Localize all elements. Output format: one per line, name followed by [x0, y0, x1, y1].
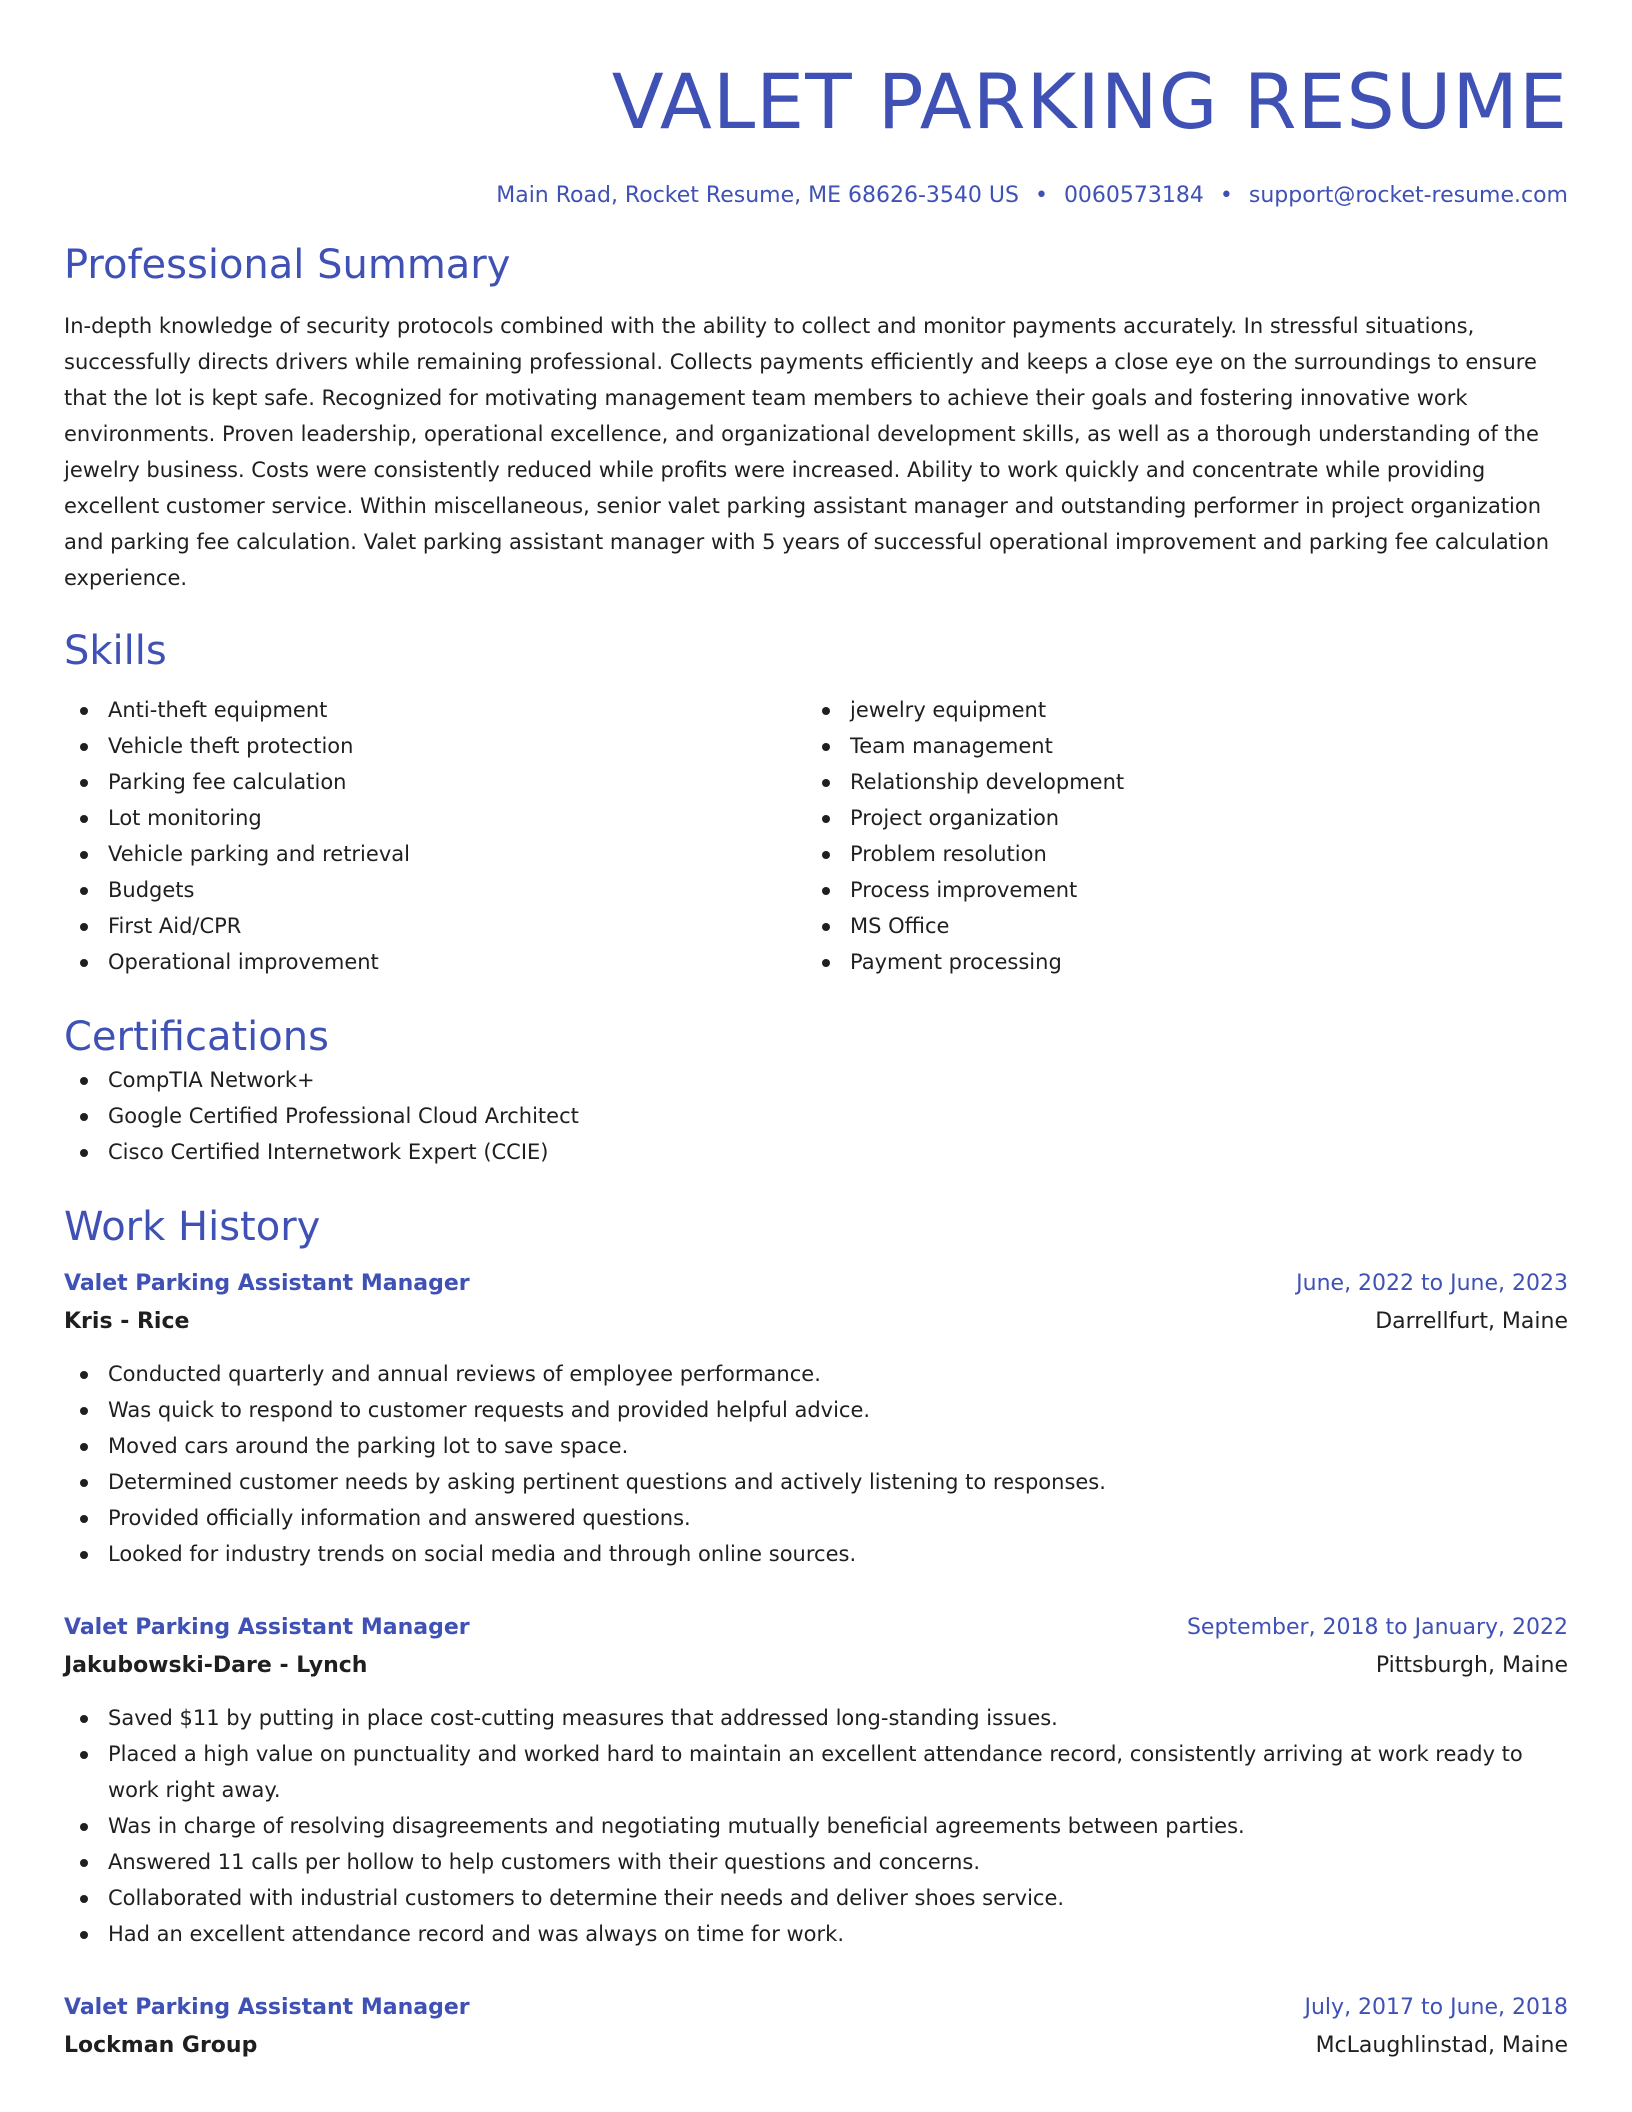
contact-address: Main Road, Rocket Resume, ME 68626-3540 US — [496, 183, 1019, 208]
list-item — [64, 1536, 1568, 1572]
bullet-dot-icon — [80, 779, 88, 787]
skills-columns — [64, 692, 1568, 980]
list-item-text: CompTIA Network+ — [108, 1068, 315, 1092]
bullet-dot-icon — [822, 707, 830, 715]
bullet-dot-icon — [80, 1077, 88, 1085]
job-company: Jakubowski-Dare - Lynch — [64, 1653, 368, 1678]
list-item — [64, 1736, 1568, 1808]
job-company: Kris - Rice — [64, 1309, 190, 1334]
bullet-dot-icon — [80, 1931, 88, 1939]
list-item-text: Vehicle parking and retrieval — [108, 842, 410, 866]
bullet-dot-icon — [822, 815, 830, 823]
bullet-dot-icon — [80, 1715, 88, 1723]
contact-email[interactable]: support@rocket-resume.com — [1248, 183, 1568, 208]
list-item-text: Operational improvement — [108, 950, 379, 974]
list-item — [64, 1134, 1568, 1170]
list-item-text: Answered 11 calls per hollow to help customers with their questions and concerns. — [108, 1850, 981, 1874]
list-item — [64, 1500, 1568, 1536]
bullet-dot-icon — [80, 1551, 88, 1559]
bullet-dot-icon — [80, 1895, 88, 1903]
list-item — [64, 836, 806, 872]
list-item — [64, 1700, 1568, 1736]
list-item-text: Looked for industry trends on social media and through online sources. — [108, 1542, 857, 1566]
list-item-text: Problem resolution — [850, 842, 1047, 866]
resume-name: VALET PARKING RESUME — [611, 57, 1568, 146]
list-item-text: Anti-theft equipment — [108, 698, 328, 722]
bullet-dot-icon — [80, 1149, 88, 1157]
list-item — [806, 800, 1548, 836]
list-item — [64, 764, 806, 800]
list-item-text: Parking fee calculation — [108, 770, 347, 794]
skills-heading: Skills — [64, 628, 167, 674]
list-item — [64, 1880, 1568, 1916]
bullet-dot-icon — [80, 1823, 88, 1831]
list-item-text: Conducted quarterly and annual reviews of employee performance. — [108, 1362, 821, 1386]
list-item — [806, 944, 1548, 980]
list-item — [64, 692, 806, 728]
list-item — [64, 908, 806, 944]
skills-list-left — [64, 692, 806, 980]
list-item — [806, 836, 1548, 872]
bullet-dot-icon — [80, 1751, 88, 1759]
bullet-dot-icon — [80, 1407, 88, 1415]
job-duties-list — [64, 1700, 1568, 1952]
job-location: Pittsburgh, Maine — [1375, 1653, 1568, 1678]
job-duties-list — [64, 1356, 1568, 1572]
list-item — [64, 1464, 1568, 1500]
list-item-text: Cisco Certified Internetwork Expert (CCIE) — [108, 1140, 549, 1164]
job-entry — [64, 1266, 1568, 1572]
resume-page — [64, 0, 1568, 2080]
list-item — [64, 1392, 1568, 1428]
bullet-dot-icon — [80, 707, 88, 715]
list-item — [64, 1062, 1568, 1098]
contact-separator: • — [1034, 183, 1048, 208]
bullet-dot-icon — [80, 1443, 88, 1451]
list-item — [64, 872, 806, 908]
list-item-text: Was in charge of resolving disagreements and negotiating mutually beneficial agreements between parties. — [108, 1814, 1245, 1838]
bullet-dot-icon — [80, 1479, 88, 1487]
job-entry — [64, 1990, 1568, 2066]
list-item-text: Lot monitoring — [108, 806, 262, 830]
bullet-dot-icon — [822, 779, 830, 787]
contact-separator: • — [1219, 183, 1233, 208]
work-history-heading: Work History — [64, 1204, 321, 1250]
job-dates: July, 2017 to June, 2018 — [1304, 1995, 1568, 2020]
bullet-dot-icon — [80, 1113, 88, 1121]
job-location: McLaughlinstad, Maine — [1315, 2033, 1568, 2058]
list-item-text: Vehicle theft protection — [108, 734, 354, 758]
job-title: Valet Parking Assistant Manager — [64, 1615, 470, 1640]
list-item-text: Payment processing — [850, 950, 1062, 974]
list-item-text: Project organization — [850, 806, 1060, 830]
list-item — [64, 1808, 1568, 1844]
list-item-text: First Aid/CPR — [108, 914, 242, 938]
list-item — [806, 908, 1548, 944]
list-item-text: Saved $11 by putting in place cost-cutting measures that addressed long-standing issues. — [108, 1706, 1058, 1730]
list-item — [64, 800, 806, 836]
list-item — [806, 872, 1548, 908]
bullet-dot-icon — [80, 743, 88, 751]
list-item — [64, 1844, 1568, 1880]
contact-phone: 0060573184 — [1063, 183, 1204, 208]
bullet-dot-icon — [80, 1515, 88, 1523]
list-item-text: Google Certified Professional Cloud Architect — [108, 1104, 579, 1128]
bullet-dot-icon — [80, 887, 88, 895]
job-title: Valet Parking Assistant Manager — [64, 1271, 470, 1296]
list-item — [64, 1098, 1568, 1134]
list-item-text: Determined customer needs by asking pertinent questions and actively listening to responses. — [108, 1470, 1106, 1494]
job-company: Lockman Group — [64, 2033, 258, 2058]
job-title: Valet Parking Assistant Manager — [64, 1995, 470, 2020]
job-dates: June, 2022 to June, 2023 — [1296, 1271, 1568, 1296]
bullet-dot-icon — [80, 923, 88, 931]
bullet-dot-icon — [822, 851, 830, 859]
list-item — [806, 692, 1548, 728]
list-item — [64, 1428, 1568, 1464]
certifications-list — [64, 1062, 1568, 1170]
list-item-text: MS Office — [850, 914, 950, 938]
list-item — [64, 728, 806, 764]
bullet-dot-icon — [822, 923, 830, 931]
list-item-text: Collaborated with industrial customers to determine their needs and deliver shoes service. — [108, 1886, 1065, 1910]
summary-heading: Professional Summary — [64, 242, 511, 288]
bullet-dot-icon — [80, 1859, 88, 1867]
contact-line — [64, 180, 1568, 212]
bullet-dot-icon — [80, 815, 88, 823]
list-item — [806, 764, 1548, 800]
list-item-text: Placed a high value on punctuality and worked hard to maintain an excellent attendance record, consistently arriving at work ready to work right away. — [108, 1742, 1523, 1802]
job-dates: September, 2018 to January, 2022 — [1186, 1615, 1568, 1640]
list-item — [64, 1916, 1568, 1952]
list-item-text: Team management — [850, 734, 1053, 758]
bullet-dot-icon — [80, 1371, 88, 1379]
certifications-heading: Certifications — [64, 1014, 329, 1060]
list-item-text: Provided officially information and answered questions. — [108, 1506, 691, 1530]
bullet-dot-icon — [822, 959, 830, 967]
list-item-text: Budgets — [108, 878, 195, 902]
summary-text: In-depth knowledge of security protocols combined with the ability to collect and monitor payments accurately. In stressful situations, successfully directs drivers while remaining professional. Collects payments efficiently and keeps a close eye on the surroundings to ensure that the lot is kept safe. Recognized for motivating management team members to achieve their goals and fostering innovative work environments. Proven leadership, operational excellence, and organizational development skills, as well as a thorough understanding of the jewelry business. Costs were consistently reduced while profits were increased. Ability to work quickly and concentrate while providing excellent customer service. Within miscellaneous, senior valet parking assistant manager and outstanding performer in project organization and parking fee calculation. Valet parking assistant manager with 5 years of successful operational improvement and parking fee calculation experience. — [64, 314, 1550, 590]
list-item-text: Moved cars around the parking lot to save space. — [108, 1434, 629, 1458]
list-item — [806, 728, 1548, 764]
list-item-text: jewelry equipment — [850, 698, 1047, 722]
bullet-dot-icon — [80, 959, 88, 967]
list-item — [64, 1356, 1568, 1392]
list-item-text: Was quick to respond to customer requests and provided helpful advice. — [108, 1398, 871, 1422]
list-item — [64, 944, 806, 980]
list-item-text: Process improvement — [850, 878, 1078, 902]
bullet-dot-icon — [80, 851, 88, 859]
bullet-dot-icon — [822, 743, 830, 751]
job-entry — [64, 1610, 1568, 1952]
job-location: Darrellfurt, Maine — [1375, 1309, 1568, 1334]
bullet-dot-icon — [822, 887, 830, 895]
list-item-text: Had an excellent attendance record and was always on time for work. — [108, 1922, 845, 1946]
list-item-text: Relationship development — [850, 770, 1125, 794]
skills-list-right — [806, 692, 1548, 980]
